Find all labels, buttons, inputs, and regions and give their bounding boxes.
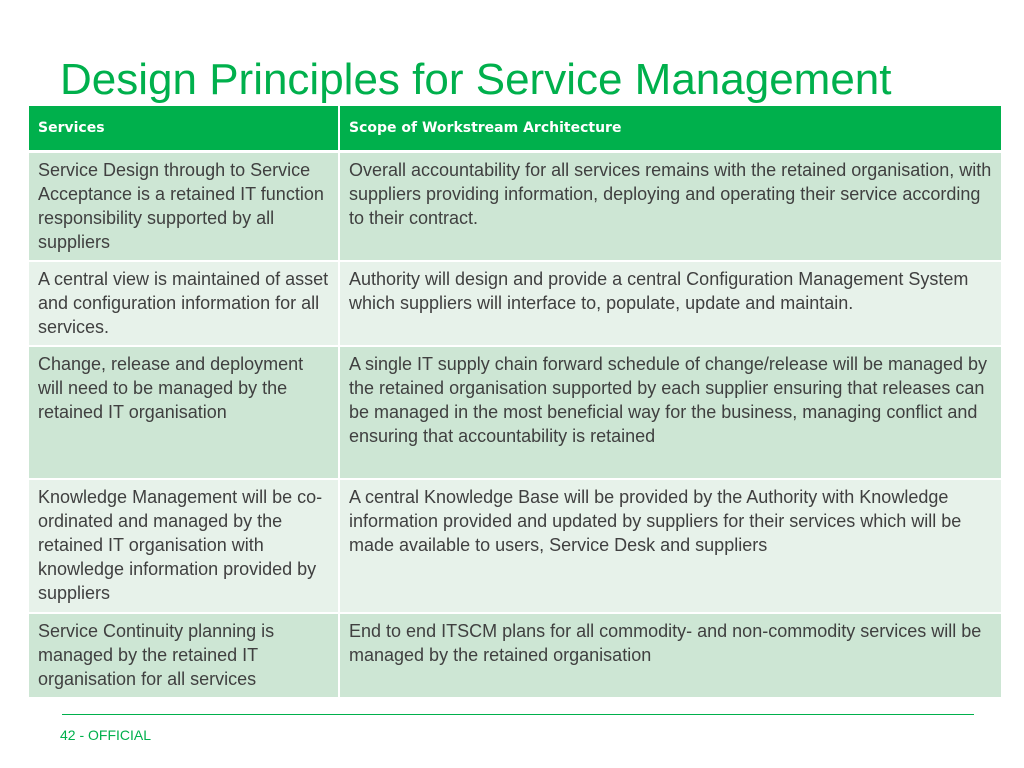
scope-cell: Authority will design and provide a central Configuration Management System which suppliers will interface to, populate, update and maintain. [339,261,1001,346]
service-cell: Service Continuity planning is managed by the retained IT organisation for all services [29,613,339,698]
header-scope: Scope of Workstream Architecture [339,106,1001,151]
table-row [29,151,1001,261]
table-row [29,261,1001,346]
slide-title: Design Principles for Service Management [60,55,892,104]
service-cell: A central view is maintained of asset and configuration information for all services. [29,261,339,346]
table-row [29,346,1001,479]
service-cell: Knowledge Management will be co-ordinated and managed by the retained IT organisation with knowledge information provided by suppliers [29,479,339,613]
service-cell: Service Design through to Service Acceptance is a retained IT function responsibility supported by all suppliers [29,151,339,261]
scope-cell: A central Knowledge Base will be provided by the Authority with Knowledge information provided and updated by suppliers for their services which will be made available to users, Service Desk and suppliers [339,479,1001,613]
table-header-row [29,106,1001,151]
scope-cell: End to end ITSCM plans for all commodity- and non-commodity services will be managed by the retained organisation [339,613,1001,698]
footer-page-label: 42 - OFFICIAL [60,727,152,743]
scope-cell: Overall accountability for all services remains with the retained organisation, with suppliers providing information, deploying and operating their service according to their contract. [339,151,1001,261]
table-row [29,479,1001,613]
service-cell: Change, release and deployment will need to be managed by the retained IT organisation [29,346,339,479]
table-row [29,613,1001,698]
header-services: Services [29,106,339,151]
scope-cell: A single IT supply chain forward schedule of change/release will be managed by the retained organisation supported by each supplier ensuring that releases can be managed in the most beneficial way for the business, managing conflict and ensuring that accountability is retained [339,346,1001,479]
footer-divider [62,714,974,715]
principles-table [29,106,1001,699]
